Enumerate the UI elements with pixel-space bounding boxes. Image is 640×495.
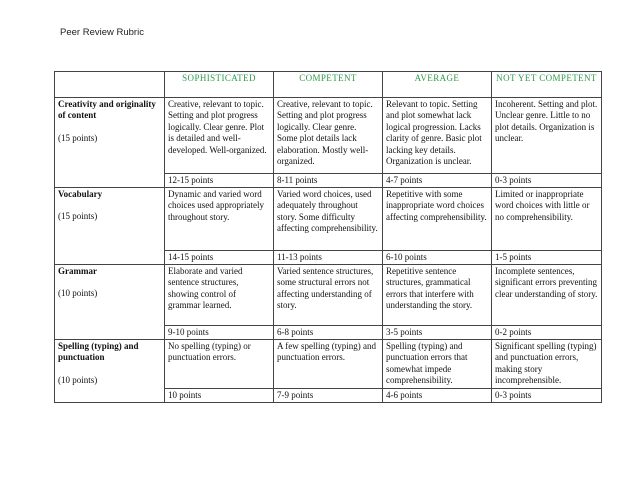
criterion-row-creativity [55, 98, 602, 174]
criterion-points: (15 points) [58, 132, 98, 143]
description-cell: Incoherent. Setting and plot. Unclear genre. Little to no plot details. Organization is unclear. [492, 98, 602, 174]
score-cell: 10 points [165, 388, 274, 402]
criterion-row-grammar [55, 265, 602, 326]
score-cell: 0-3 points [492, 388, 602, 402]
description-cell: Repetitive sentence structures, grammatical errors that interfere with understanding the story. [383, 265, 492, 326]
criterion-cell [55, 98, 165, 188]
score-cell: 0-3 points [492, 174, 602, 188]
score-cell: 0-2 points [492, 326, 602, 340]
level-competent: COMPETENT [299, 73, 357, 83]
level-header-cell [165, 72, 274, 98]
description-cell: Varied word choices, used adequately throughout story. Some difficulty affecting comprehensibility. [274, 188, 383, 251]
score-cell: 6-8 points [274, 326, 383, 340]
criterion-row-vocabulary [55, 188, 602, 251]
level-average: AVERAGE [414, 73, 460, 83]
level-not-yet-competent: NOT YET COMPETENT [496, 73, 597, 83]
description-cell: Limited or inappropriate word choices with little or no comprehensibility. [492, 188, 602, 251]
criterion-cell [55, 265, 165, 340]
score-cell: 9-10 points [165, 326, 274, 340]
description-cell: Repetitive with some inappropriate word choices affecting comprehensibility. [383, 188, 492, 251]
score-cell: 4-7 points [383, 174, 492, 188]
rubric-table [54, 71, 602, 403]
description-cell: Varied sentence structures, some structural errors not affecting understanding of story. [274, 265, 383, 326]
score-cell: 4-6 points [383, 388, 492, 402]
score-cell: 12-15 points [165, 174, 274, 188]
criterion-name: Creativity and originality of content [58, 99, 156, 121]
description-cell: No spelling (typing) or punctuation errors. [165, 340, 274, 389]
description-cell: Creative, relevant to topic. Setting and plot progress logically. Clear genre. Plot is detailed and well-developed. Well-organized. [165, 98, 274, 174]
level-header-cell [274, 72, 383, 98]
description-cell: A few spelling (typing) and punctuation errors. [274, 340, 383, 389]
criterion-points: (15 points) [58, 211, 98, 222]
criterion-name: Grammar [58, 266, 97, 276]
level-sophisticated: SOPHISTICATED [182, 73, 256, 83]
criterion-name: Spelling (typing) and punctuation [58, 341, 139, 363]
criterion-cell [55, 188, 165, 265]
criterion-points: (10 points) [58, 374, 98, 385]
description-cell: Dynamic and varied word choices used appropriately throughout story. [165, 188, 274, 251]
description-cell: Creative, relevant to topic. Setting and plot progress logically. Clear genre. Some plot details lack elaboration. Mostly well-organized. [274, 98, 383, 174]
criterion-name: Vocabulary [58, 189, 103, 199]
score-cell: 11-13 points [274, 251, 383, 265]
criterion-row-spelling [55, 340, 602, 389]
level-header-cell [383, 72, 492, 98]
score-cell: 1-5 points [492, 251, 602, 265]
score-cell: 14-15 points [165, 251, 274, 265]
level-header-cell [492, 72, 602, 98]
header-row [55, 72, 602, 98]
document-title: Peer Review Rubric [60, 27, 144, 38]
header-blank-cell [55, 72, 165, 98]
description-cell: Elaborate and varied sentence structures, showing control of grammar learned. [165, 265, 274, 326]
description-cell: Relevant to topic. Setting and plot somewhat lack logical progression. Lacks clarity of genre. Basic plot lacking key details. Organization is unclear. [383, 98, 492, 174]
criterion-cell [55, 340, 165, 403]
criterion-points: (10 points) [58, 288, 98, 299]
description-cell: Incomplete sentences, significant errors preventing clear understanding of story. [492, 265, 602, 326]
description-cell: Spelling (typing) and punctuation errors that somewhat impede comprehensibility. [383, 340, 492, 389]
score-cell: 6-10 points [383, 251, 492, 265]
score-cell: 8-11 points [274, 174, 383, 188]
score-cell: 3-5 points [383, 326, 492, 340]
description-cell: Significant spelling (typing) and punctuation errors, making story incomprehensible. [492, 340, 602, 389]
score-cell: 7-9 points [274, 388, 383, 402]
